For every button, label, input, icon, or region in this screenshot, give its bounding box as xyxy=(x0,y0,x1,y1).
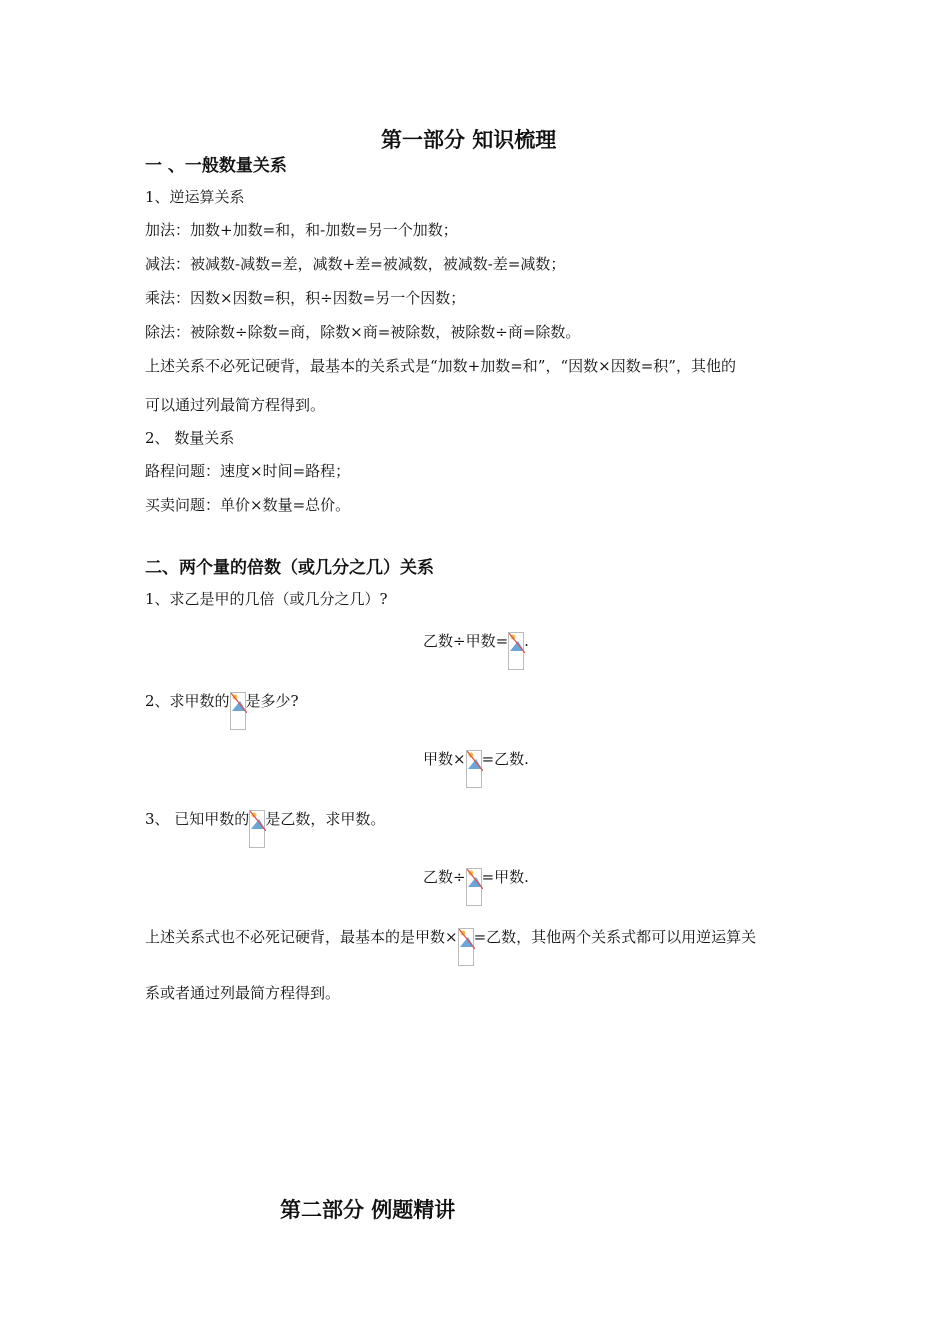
division-rule: 除法：被除数÷除数=商，除数×商=被除数，被除数÷商=除数。 xyxy=(145,323,581,341)
question-3 xyxy=(145,808,385,848)
fraction-image-icon xyxy=(230,692,246,730)
formula-3-post: =甲数. xyxy=(481,868,529,886)
fraction-image-icon xyxy=(249,810,265,848)
addition-rule: 加法：加数+加数=和，和-加数=另一个加数； xyxy=(145,221,458,239)
summary-pre: 上述关系式也不必死记硬背，最基本的是甲数× xyxy=(145,928,458,946)
part1-title: 第一部分 知识梳理 xyxy=(381,128,557,152)
section1-heading: 一 、一般数量关系 xyxy=(145,156,287,176)
note-line-2: 可以通过列最简方程得到。 xyxy=(145,396,326,414)
question-1: 1、求乙是甲的几倍（或几分之几）? xyxy=(145,590,388,608)
question-2-post: 是多少? xyxy=(245,692,299,710)
formula-1 xyxy=(423,630,529,670)
part2-title: 第二部分 例题精讲 xyxy=(280,1198,456,1222)
question-2 xyxy=(145,690,299,730)
fraction-image-icon xyxy=(466,750,482,788)
formula-2 xyxy=(423,748,529,788)
fraction-image-icon xyxy=(458,928,474,966)
subtraction-rule: 减法：被减数-减数=差，减数+差=被减数，被减数-差=减数； xyxy=(145,255,566,273)
fraction-image-icon xyxy=(466,868,482,906)
formula-3 xyxy=(423,866,529,906)
trade-problem: 买卖问题：单价×数量=总价。 xyxy=(145,496,351,514)
summary-line-1 xyxy=(145,926,756,966)
summary-line-2: 系或者通过列最简方程得到。 xyxy=(145,984,341,1002)
formula-1-post: . xyxy=(524,632,529,650)
formula-2-pre: 甲数× xyxy=(423,750,466,768)
fraction-image-icon xyxy=(508,632,524,670)
summary-post: =乙数，其他两个关系式都可以用逆运算关 xyxy=(473,928,757,946)
subheading-inverse-operations: 1、逆运算关系 xyxy=(145,188,245,206)
formula-2-post: =乙数. xyxy=(481,750,529,768)
formula-1-pre: 乙数÷甲数= xyxy=(423,632,509,650)
section2-heading: 二、两个量的倍数（或几分之几）关系 xyxy=(145,558,434,578)
question-3-post: 是乙数，求甲数。 xyxy=(265,810,386,828)
route-problem: 路程问题：速度×时间=路程； xyxy=(145,462,351,480)
subheading-quantity-relations: 2、 数量关系 xyxy=(145,429,235,447)
note-line-1: 上述关系不必死记硬背，最基本的关系式是“加数+加数=和”，“因数×因数=积”，其他的 xyxy=(145,357,736,375)
question-3-pre: 3、 已知甲数的 xyxy=(145,810,250,828)
multiplication-rule: 乘法：因数×因数=积，积÷因数=另一个因数； xyxy=(145,289,466,307)
formula-3-pre: 乙数÷ xyxy=(423,868,466,886)
question-2-pre: 2、求甲数的 xyxy=(145,692,230,710)
